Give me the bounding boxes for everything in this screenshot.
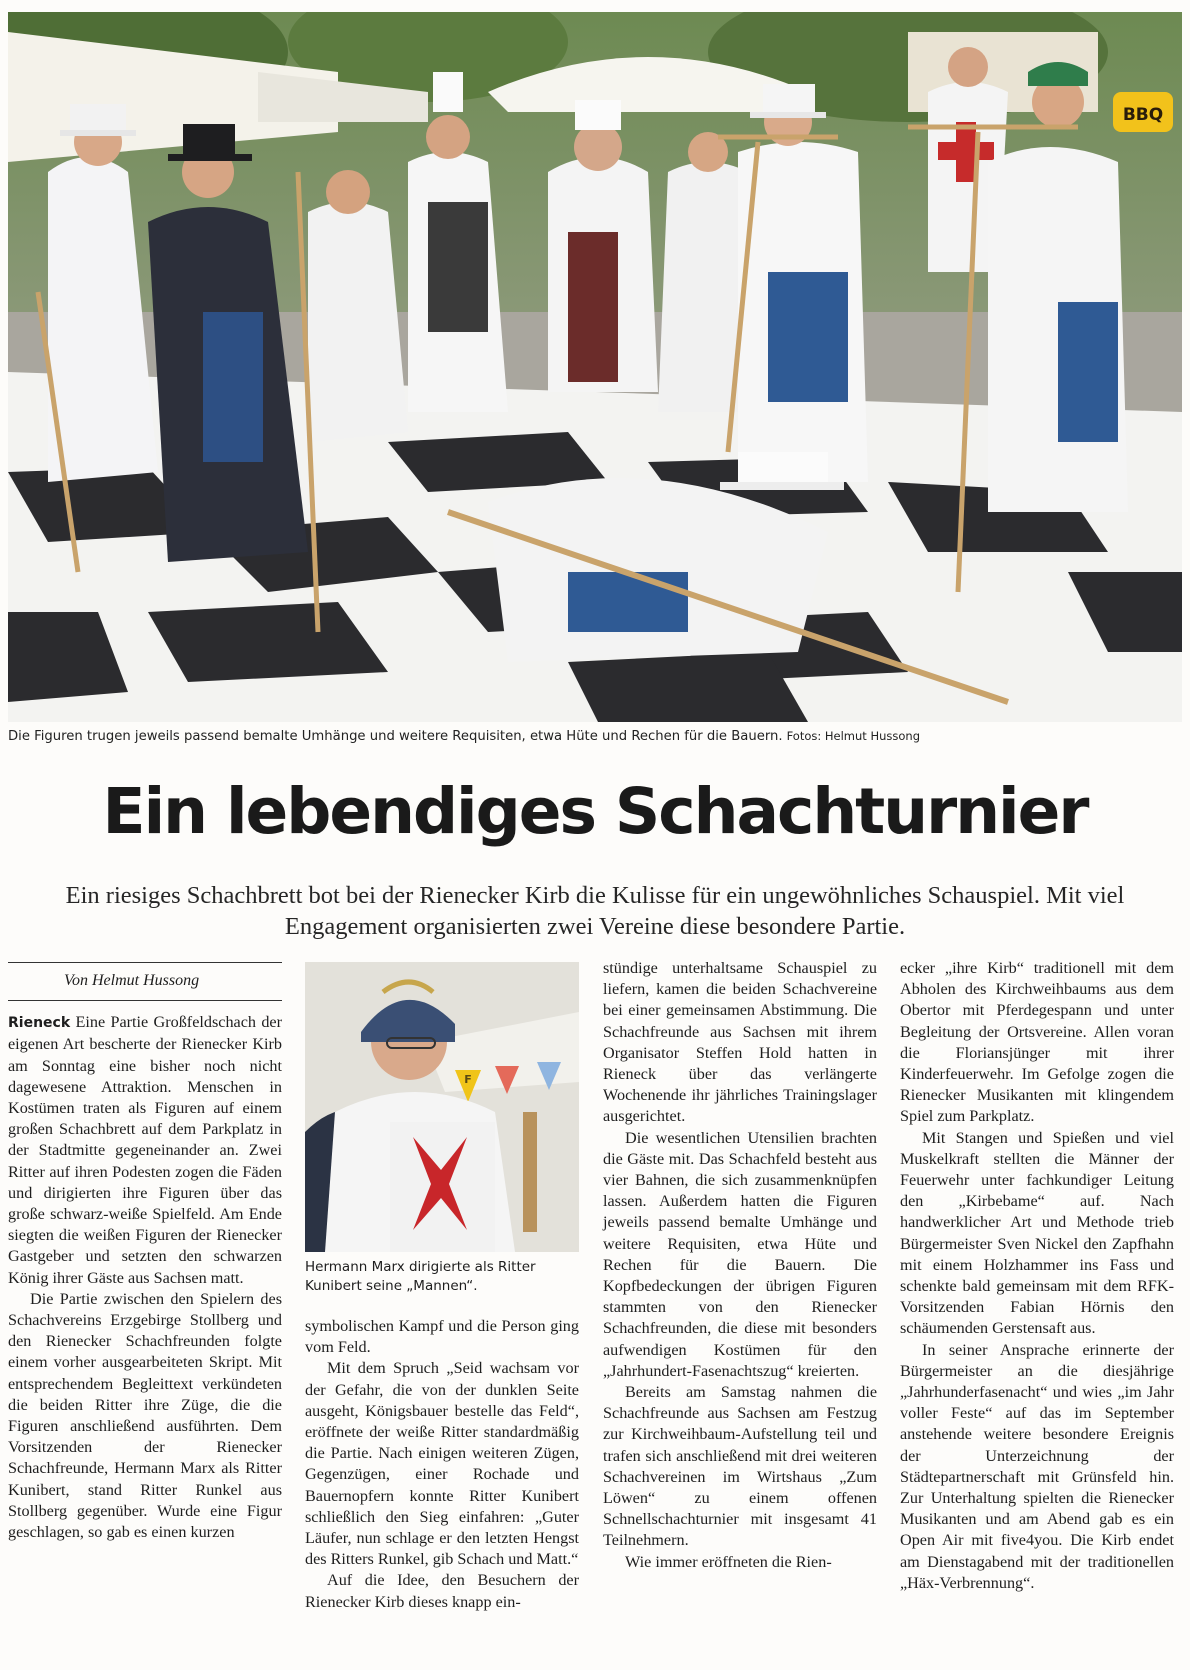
article-column-2 [305, 962, 579, 1613]
knight-photo-caption: Hermann Marx dirigierte als Ritter Kunibert seine „Mannen“. [305, 1259, 536, 1294]
dateline-place: Rieneck [8, 1015, 71, 1032]
article-paragraph: In seiner Ansprache erinnerte der Bürgermeister an die diesjährige „Jahrhunderfasenacht“ und wies „im Jahr voller Feste“ auf das im September anstehende weitere besondere Ereignis der Unterzeichnung der Städtepartnerschaft mit Grünsfeld hin. Zur Unterhaltung spielten die Rienecker Musikanten und am Abend gab es ein Open Air mit five4you. Die Kirb endet am Dienstagabend mit der traditionellen „Häx-Verbrennung“. [900, 1340, 1174, 1592]
article-paragraph: symbolischen Kampf und die Person ging vom Feld. [305, 1317, 579, 1357]
caption-text: Die Figuren trugen jeweils passend bemalte Umhänge und weitere Requisiten, etwa Hüte und Rechen für die Bauern. [8, 729, 783, 744]
paragraph-text: Eine Partie Großfeldschach der eigenen Art bescherte der Rienecker Kirb am Sonntag eine bisher noch nicht dagewesene Attraktion. Menschen in Kostümen traten als Figuren auf einem großen Schachbrett auf dem Parkplatz in der Stadtmitte gegeneinander an. Zwei Ritter auf ihren Podesten zogen die Fäden und dirigierten ihre Figuren über das große schwarz-weiße Spielfeld. Am Ende siegten die weißen Figuren der Rienecker Gastgeber und setzten den schwarzen König ihrer Gäste aus Sachsen matt. [8, 1013, 283, 1287]
subhead: Ein riesiges Schachbrett bot bei der Rienecker Kirb die Kulisse für ein ungewöhnliches Schauspiel. Mit viel Engagement organisierten zwei Vereine diese besondere Partie. [65, 882, 1125, 940]
photo-credit: Fotos: Helmut Hussong [786, 729, 921, 743]
main-photo-caption [8, 729, 1182, 744]
article-paragraph: Bereits am Samstag nahmen die Schachfreunde aus Sachsen am Festzug zur Kirchweihbaum-Aufstellung teil und trafen sich anschließend mit drei weiteren Schachvereinen im Wirtshaus „Zum Löwen“ zu einem offenen Schnellschachturnier mit insgesamt 41 Teilnehmern. [603, 1383, 877, 1550]
headline: Ein lebendiges Schachturnier [102, 775, 1088, 848]
main-photo-illustration [8, 12, 1182, 722]
article-paragraph: ecker „ihre Kirb“ traditionell mit dem Abholen des Kirchweihbaums aus dem Obertor mit Pferdegespann und unter Begleitung der Ortsvereine. Allen voran die Floriansjünger mit ihrer Kinderfeuerwehr. Im Gefolge zogen die Rienecker Musikanten mit klingendem Spiel zum Parkplatz. [900, 959, 1174, 1126]
article-paragraph: Die Partie zwischen den Spielern des Schachvereins Erzgebirge Stollberg und den Rienecker Schachfreunden folgte einem vorher ausgearbeiteten Skript. Mit entsprechendem Begleittext verkündeten die beiden Ritter ihre Züge, die die Figuren anschließend ausführten. Dem Vorsitzenden der Rienecker Schachfreunde, Hermann Marx als Ritter Kunibert, stand Ritter Runkel aus Stollberg gegenüber. Wurde eine Figur geschlagen, so gab es einen kurzen [8, 1289, 282, 1542]
article-paragraph [8, 1012, 282, 1289]
article-paragraph: Die wesentlichen Utensilien brachten die Gäste mit. Das Schachfeld besteht aus vier Bahnen, die sich zusammenknüpfen lassen. Außerdem hatten die Figuren jeweils passend bemalte Umhänge und weitere Requisiten, etwa Hüte und Rechen für die Bauern. Die Kopfbedeckungen der übrigen Figuren stammten von den Rienecker Schachfreunden, die diese mit besonders aufwendigen Kostümen für den „Jahrhundert-Fasenachtszug“ kreierten. [603, 1128, 877, 1380]
pennant-letter: F [464, 1073, 472, 1086]
knight-photo [305, 962, 579, 1252]
byline: Von Helmut Hussong [8, 962, 282, 1001]
article-paragraph: Mit Stangen und Spießen und viel Muskelkraft stellten die Männer der Feuerwehr unter fachkundiger Leitung den „Kirbebame“ auf. Nach handwerklicher Art und Methode trieb Bürgermeister Sven Nickel den Zapfhahn mit einem Holzhammer ins Fass und schenkte bald gemeinsam mit dem RFK-Vorsitzenden Fabian Hörnis den schäumenden Gerstensaft aus. [900, 1128, 1174, 1338]
article-column-3 [603, 958, 877, 1573]
article-paragraph: Mit dem Spruch „Seid wachsam vor der Gefahr, die von der dunklen Seite ausgeht, Königsbauer bestelle das Feld“, eröffnete der weiße Ritter standardmäßig die Partie. Nach einigen weiteren Zügen, Gegenzügen, einer Rochade und Bauernopfern konnte Ritter Kunibert schließlich den Sieg einfahren: „Guter Läufer, nun schlage er den letzten Hengst des Ritters Runkel, gib Schach und Matt.“ [305, 1359, 579, 1569]
article-paragraph: stündige unterhaltsame Schauspiel zu liefern, kamen die beiden Schachvereine bei einer gemeinsamen Abstimmung. Die Schachfreunde aus Sachsen mit ihrem Organisator Steffen Hold hatten in Rieneck über das verlängerte Wochenende ihr jährliches Trainingslager ausgerichtet. [603, 959, 877, 1126]
article-paragraph: Auf die Idee, den Besuchern der Rienecker Kirb dieses knapp ein- [305, 1571, 579, 1611]
article-column-1 [8, 962, 282, 1543]
bbq-sign-text: BBQ [1122, 105, 1164, 125]
knight-photo-illustration [305, 962, 579, 1252]
main-photo [8, 12, 1182, 722]
article-column-4 [900, 958, 1174, 1594]
article-paragraph: Wie immer eröffneten die Rien- [625, 1552, 832, 1571]
